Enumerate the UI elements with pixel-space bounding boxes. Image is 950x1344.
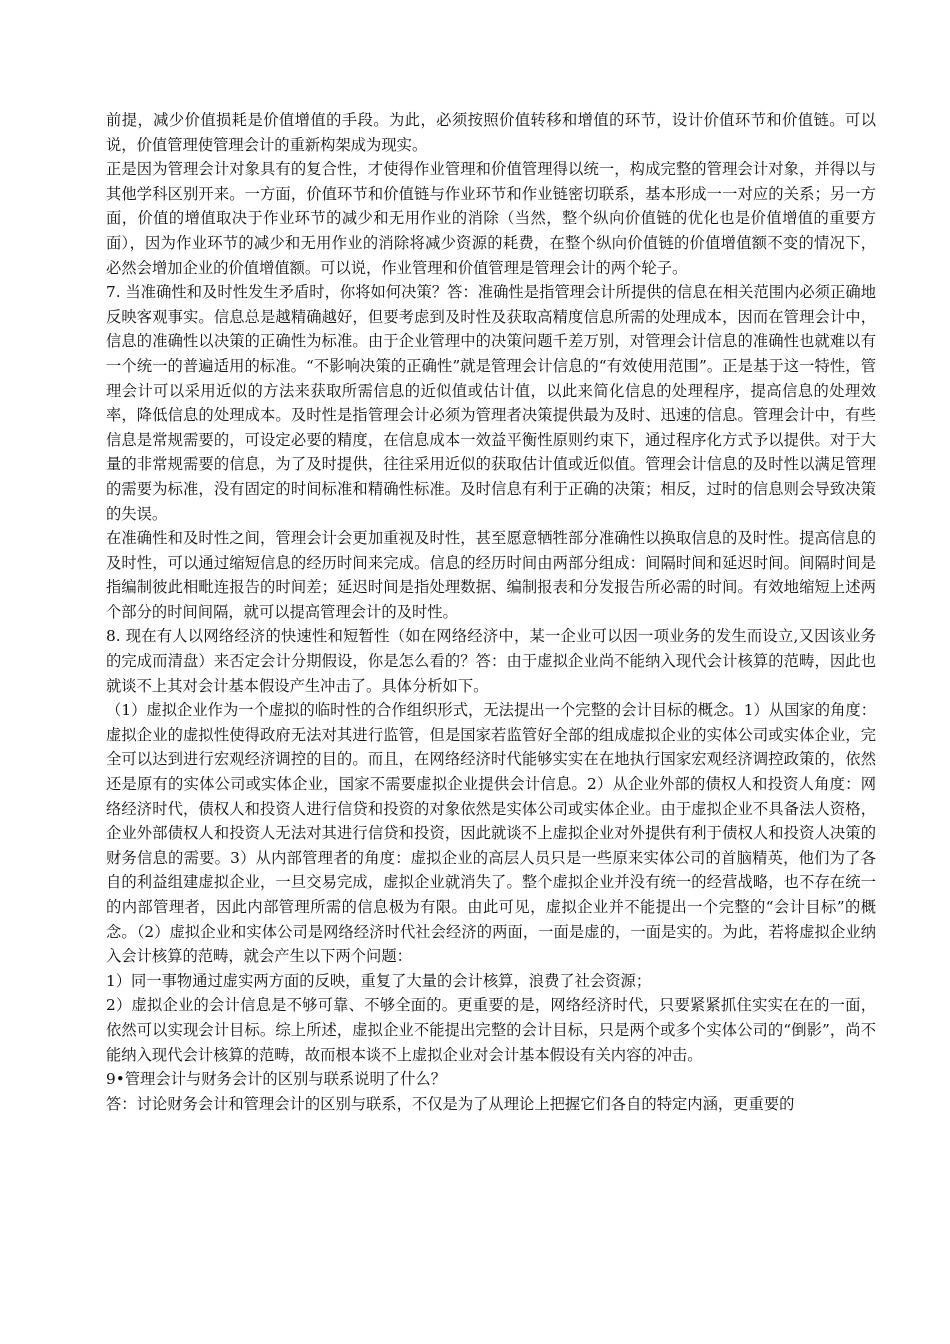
paragraph-timeliness: 在准确性和及时性之间，管理会计会更加重视及时性，甚至愿意牺牲部分准确性以换取信息的及时性。提高信息的及时性，可以通过缩短信息的经历时间来完成。信息的经历时间由两部分组成：间隔时间和延迟时间。间隔时间是指编制彼此相毗连报告的时间差；延迟时间是指处理数据、编制报表和分发报告所必需的时间。有效地缩短上述两个部分的时间间隔，就可以提高管理会计的及时性。 (106, 529, 876, 621)
paragraph-problem-2: 2）虚拟企业的会计信息是不够可靠、不够全面的。更重要的是，网络经济时代，只要紧紧抓住实实在在的一面，依然可以实现会计目标。综上所述，虚拟企业不能提出完整的会计目标，只是两个或多个实体公司的“倒影”，尚不能纳入现代会计核算的范畴，故而根本谈不上虚拟企业对会计基本假设有关内容的冲击。 (106, 996, 876, 1064)
paragraph-question-8: 8. 现在有人以网络经济的快速性和短暂性（如在网络经济中，某一企业可以因一项业务的发生而设立,又因该业务的完成而清盘）来否定会计分期假设，你是怎么看的？答：由于虚拟企业尚不能纳入现代会计核算的范畴，因此也就谈不上其对会计基本假设产生冲击了。具体分析如下。 (106, 627, 876, 695)
paragraph-answer-9: 答：讨论财务会计和管理会计的区别与联系，不仅是为了从理论上把握它们各自的特定内涵，更重要的 (106, 1094, 795, 1113)
paragraph-problem-1: 1）同一事物通过虚实两方面的反映，重复了大量的会计核算，浪费了社会资源； (106, 971, 652, 990)
document-body (106, 108, 876, 1116)
paragraph-composite-object: 正是因为管理会计对象具有的复合性，才使得作业管理和价值管理得以统一，构成完整的管理会计对象，并得以与其他学科区别开来。一方面，价值环节和价值链与作业环节和作业链密切联系，基本形成一一对应的关系；另一方面，价值的增值取决于作业环节的减少和无用作业的消除（当然，整个纵向价值链的优化也是价值增值的重要方面），因为作业环节的减少和无用作业的消除将减少资源的耗费，在整个纵向价值链的价值增值额不变的情况下，必然会增加企业的价值增值额。可以说，作业管理和价值管理是管理会计的两个轮子。 (106, 160, 876, 277)
paragraph-virtual-enterprise-analysis: （1）虚拟企业作为一个虚拟的临时性的合作组织形式，无法提出一个完整的会计目标的概念。1）从国家的角度：虚拟企业的虚拟性使得政府无法对其进行监管，但是国家若监管好全部的组成虚拟企业的实体公司或实体企业，完全可以达到进行宏观经济调控的目的。而且，在网络经济时代能够实实在在地执行国家宏观经济调控政策的，依然还是原有的实体公司或实体企业，国家不需要虚拟企业提供会计信息。2）从企业外部的债权人和投资人角度：网络经济时代，债权人和投资人进行信贷和投资的对象依然是实体公司或实体企业。由于虚拟企业不具备法人资格，企业外部债权人和投资人无法对其进行信贷和投资，因此就谈不上虚拟企业对外提供有利于债权人和投资人决策的财务信息的需要。3）从内部管理者的角度：虚拟企业的高层人员只是一些原来实体公司的首脑精英，他们为了各自的利益组建虚拟企业，一旦交易完成，虚拟企业就消失了。整个虚拟企业并没有统一的经营战略，也不存在统一的内部管理者，因此内部管理所需的信息极为有限。由此可见，虚拟企业并不能提出一个完整的“会计目标”的概念。（2）虚拟企业和实体公司是网络经济时代社会经济的两面，一面是虚的，一面是实的。为此，若将虚拟企业纳入会计核算的范畴，就会产生以下两个问题： (106, 701, 876, 966)
paragraph-question-9: 9•管理会计与财务会计的区别与联系说明了什么？ (106, 1070, 446, 1089)
paragraph-question-7: 7. 当准确性和及时性发生矛盾时，你将如何决策？答：准确性是指管理会计所提供的信息在相关范围内必须正确地反映客观事实。信息总是越精确越好，但要考虑到及时性及获取高精度信息所需的处理成本，因而在管理会计中，信息的准确性以决策的正确性为标准。由于企业管理中的决策问题千差万别，对管理会计信息的准确性也就难以有一个统一的普遍适用的标准。“不影响决策的正确性”就是管理会计信息的“有效使用范围”。正是基于这一特性，管理会计可以采用近似的方法来获取所需信息的近似值或估计值，以此来简化信息的处理程序，提高信息的处理效率，降低信息的处理成本。及时性是指管理会计必须为管理者决策提供最为及时、迅速的信息。管理会计中，有些信息是常规需要的，可设定必要的精度，在信息成本一效益平衡性原则约束下，通过程序化方式予以提供。对于大量的非常规需要的信息，为了及时提供，往往采用近似的获取估计值或近似值。管理会计信息的及时性以满足管理的需要为标准，没有固定的时间标准和精确性标准。及时信息有利于正确的决策；相反，过时的信息则会导致决策的失误。 (106, 283, 876, 523)
paragraph-value-management-conclusion: 前提，减少价值损耗是价值增值的手段。为此，必须按照价值转移和增值的环节，设计价值环节和价值链。可以说，价值管理使管理会计的重新构架成为现实。 (106, 111, 876, 154)
